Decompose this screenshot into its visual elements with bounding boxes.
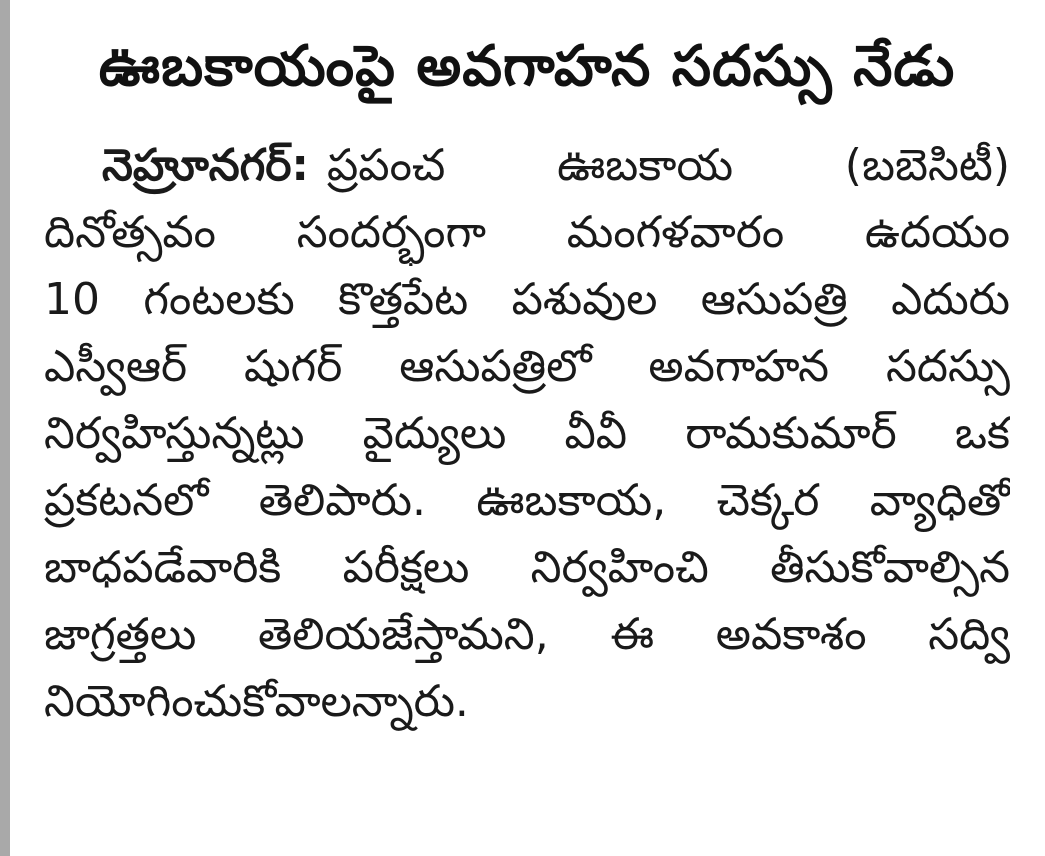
body-line: నియోగించుకోవాలన్నారు. <box>44 676 469 727</box>
dateline: నెహ్రూనగర్: <box>102 140 310 191</box>
body-line-text: ప్రపంచ ఊబకాయ (బబెసిటీ) <box>327 140 1010 191</box>
body-line <box>44 132 1010 199</box>
body-line: జాగ్రత్తలు తెలియజేస్తామని, ఈ అవకాశం సద్వి <box>44 609 1010 660</box>
body-line: ఎస్వీఆర్ షుగర్ ఆసుపత్రిలో అవగాహన సదస్సు <box>44 341 1010 392</box>
article-body <box>44 132 1010 735</box>
page-edge-strip <box>0 0 10 856</box>
body-line: 10 గంటలకు కొత్తపేట పశువుల ఆసుపత్రి ఎదురు <box>44 274 1010 325</box>
article-headline: ఊబకాయంపై అవగాహన సదస్సు నేడు <box>98 34 956 99</box>
body-line: దినోత్సవం సందర్భంగా మంగళవారం ఉదయం <box>44 207 1010 258</box>
body-line: ప్రకటనలో తెలిపారు. ఊబకాయ, చెక్కర వ్యాధితో <box>44 475 1010 526</box>
body-line: బాధపడేవారికి పరీక్షలు నిర్వహించి తీసుకోవాల్సిన <box>44 542 1010 593</box>
body-line: నిర్వహిస్తున్నట్లు వైద్యులు వీవీ రామకుమార్ ఒక <box>44 408 1010 459</box>
news-article <box>44 22 1010 735</box>
